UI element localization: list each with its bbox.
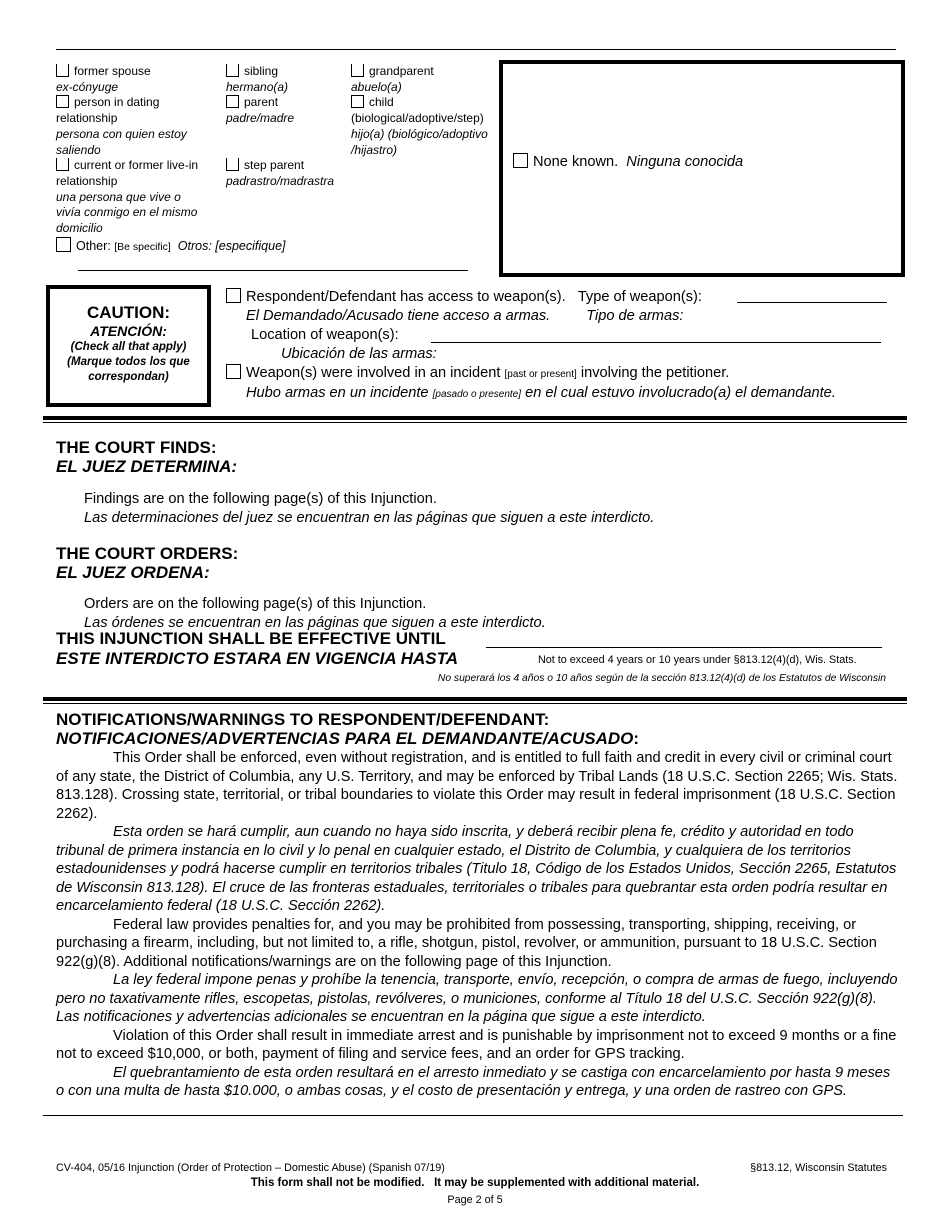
court-orders-text-es: Las órdenes se encuentran en las páginas que siguen a este interdicto.	[84, 615, 546, 631]
section-rule-2b	[43, 703, 907, 704]
checkbox-other[interactable]	[56, 237, 71, 252]
checkbox-grandparent[interactable]	[351, 64, 364, 77]
caution-check-all-es-2: correspondan)	[88, 371, 169, 383]
footer-notice: This form shall not be modified. It may be supplemented with additional material.	[250, 1177, 700, 1189]
notification-p1-es: Esta orden se hará cumplir, aun cuando no haya sido inscrita, y deberá recibir plena fe, crédito y autoridad en todo tribunal de primera instancia en lo civil y lo penal en cualquier estado, el Distrito de Columbia, y cualquiera de los territorios estadounidenses y podrá hacerse cumplir en territorios tribales (Titulo 18, Código de los Estados Unidos, Sección 2265, Estatutos de Wisconsin 813.128). El cruce de las fronteras estaduales, territoriales o tribales para quebrantar esta orden podría resultar en encarcelamiento federal (18 U.S.C. Sección 2262).	[56, 824, 897, 914]
checkbox-step-parent[interactable]	[226, 158, 239, 171]
notification-p2-es: La ley federal impone penas y prohíbe la tenencia, transporte, envío, recepción, o compra de armas de fuego, incluyendo pero no taxativamente rifles, escopetas, pistolas, revólveres, o municiones, conforme al Título 18 del U.S.C. Sección 922(g)(8). Las notificaciones y advertencias adicionales se encuentran en la página que sigue a este interdicto.	[56, 972, 898, 1025]
court-finds-heading-es: EL JUEZ DETERMINA:	[56, 457, 238, 476]
notifications-body	[56, 749, 898, 1101]
effective-note: Not to exceed 4 years or 10 years under §813.12(4)(d), Wis. Stats.	[538, 654, 857, 666]
former-spouse-es: ex-cónyuge	[56, 79, 119, 94]
section-rule-2	[43, 697, 907, 701]
checkbox-parent[interactable]	[226, 95, 239, 108]
location-es: Ubicación de las armas:	[281, 346, 437, 362]
checkbox-incident[interactable]	[226, 364, 241, 379]
option-other[interactable]: Other: [Be specific] Otros: [especifique]	[56, 237, 286, 256]
footer-statute: §813.12, Wisconsin Statutes	[750, 1162, 887, 1174]
court-orders-heading-es: EL JUEZ ORDENA:	[56, 563, 210, 582]
caution-title: CAUTION:	[86, 303, 171, 322]
option-child[interactable]: child	[351, 95, 488, 111]
child-detail: (biological/adoptive/step)	[351, 111, 484, 126]
parent-es: padre/madre	[226, 111, 295, 126]
bottom-rule	[43, 1115, 903, 1116]
option-incident[interactable]: Weapon(s) were involved in an incident [past or present] involving the petitioner.	[226, 364, 836, 384]
caution-box	[46, 285, 211, 407]
option-none-known[interactable]: None known. Ninguna conocida	[513, 153, 743, 170]
caution-title-es: ATENCIÓN:	[90, 323, 167, 339]
child-es-1: hijo(a) (biológico/adoptivo	[351, 126, 488, 141]
checkbox-weapons-access[interactable]	[226, 288, 241, 303]
option-sibling[interactable]: sibling	[226, 64, 334, 80]
dating-es-2: saliendo	[56, 142, 101, 157]
livein-line-2: relationship	[56, 173, 118, 188]
checkbox-livein[interactable]	[56, 158, 69, 171]
footer-page-number: Page 2 of 5	[447, 1194, 503, 1206]
caution-check-all-es-1: (Marque todos los que	[67, 356, 190, 368]
checkbox-former-spouse[interactable]	[56, 64, 69, 77]
weapons-access-es: El Demandado/Acusado tiene acceso a armas.	[246, 308, 551, 324]
caution-divider-v	[209, 285, 211, 407]
option-dating[interactable]: person in dating	[56, 95, 286, 111]
section-rule-1	[43, 416, 907, 420]
effective-heading-es: ESTE INTERDICTO ESTARA EN VIGENCIA HASTA	[56, 649, 459, 668]
court-finds-heading: THE COURT FINDS: EL JUEZ DETERMINA:	[56, 438, 238, 476]
effective-note-es: No superará los 4 años o 10 años según de la sección 813.12(4)(d) de los Estatutos de Wisconsin	[437, 673, 886, 684]
livein-es-2: vivía conmigo en el mismo	[56, 205, 198, 220]
option-parent[interactable]: parent	[226, 95, 334, 111]
sibling-es: hermano(a)	[226, 79, 289, 94]
option-livein[interactable]: current or former live-in	[56, 158, 286, 174]
court-finds-text-es: Las determinaciones del juez se encuentran en las páginas que siguen a este interdicto.	[84, 510, 655, 526]
effective-date-line[interactable]	[486, 647, 882, 648]
child-es-2: /hijastro)	[351, 142, 398, 157]
notification-p3: Violation of this Order shall result in immediate arrest and is punishable by imprisonment not to exceed 9 months or a fine not to exceed $10,000, or both, payment of filing and service fees, and an order for GPS tracking.	[56, 1027, 897, 1062]
option-former-spouse[interactable]: former spouse	[56, 64, 286, 80]
livein-es-1: una persona que vive o	[56, 189, 181, 204]
notification-p3-es: El quebrantamiento de esta orden resultará en el arresto inmediato y se castiga con encarcelamiento por hasta 9 meses o con una multa de hasta $10.000, o ambas cosas, y el costo de presentación y entrega, y una orden de rastreo con GPS.	[56, 1064, 891, 1099]
checkbox-sibling[interactable]	[226, 64, 239, 77]
step-parent-es: padrastro/madrastra	[226, 173, 335, 188]
footer-form-id: CV-404, 05/16 Injunction (Order of Protection – Domestic Abuse) (Spanish 07/19)	[56, 1162, 445, 1174]
other-specify-line[interactable]	[78, 270, 468, 271]
court-orders-text: Orders are on the following page(s) of this Injunction. Las órdenes se encuentran en las páginas que siguen a este interdicto.	[84, 596, 546, 631]
caution-check-all: (Check all that apply)	[70, 341, 187, 353]
location-line[interactable]	[431, 342, 881, 343]
option-grandparent[interactable]: grandparent	[351, 64, 488, 80]
location-label: Location of weapon(s):	[251, 327, 399, 343]
relationship-col-2	[226, 64, 334, 189]
grandparent-es: abuelo(a)	[351, 79, 402, 94]
top-rule	[56, 49, 896, 50]
court-orders-heading: THE COURT ORDERS: EL JUEZ ORDENA:	[56, 544, 239, 582]
checkbox-child[interactable]	[351, 95, 364, 108]
effective-heading: THIS INJUNCTION SHALL BE EFFECTIVE UNTIL ESTE INTERDICTO ESTARA EN VIGENCIA HASTA	[56, 629, 459, 668]
checkbox-none-known[interactable]	[513, 153, 528, 168]
livein-es-3: domicilio	[56, 221, 103, 236]
notification-p1: This Order shall be enforced, even without registration, and is entitled to full faith and credit in every civil or criminal court of any state, the District of Columbia, any U.S. Territory, and may be enforced by Tribal Lands (18 U.S.C. Section 2265; Wis. Stats. 813.128). Crossing state, territorial, or tribal boundaries to violate this Order may result in federal imprisonment (18 U.S.C. Section 2262).	[56, 750, 898, 822]
dating-es-1: persona con quien estoy	[56, 126, 187, 141]
notifications-heading: NOTIFICATIONS/WARNINGS TO RESPONDENT/DEFENDANT: NOTIFICACIONES/ADVERTENCIAS PARA EL DEMANDANTE/ACUSADO:	[56, 710, 640, 748]
option-step-parent[interactable]: step parent	[226, 158, 334, 174]
none-known-box	[499, 60, 905, 277]
notifications-heading-es: NOTIFICACIONES/ADVERTENCIAS PARA EL DEMANDANTE/ACUSADO	[56, 729, 634, 748]
checkbox-dating[interactable]	[56, 95, 69, 108]
weapons-section: Respondent/Defendant has access to weapon(s). Type of weapon(s): El Demandado/Acusado tiene acceso a armas. Tipo de armas: Location of weapon(s): Ubicación de las armas: Weapon(s) were involved in an incident [past or present] involving the petitioner. Hubo armas en un incidente [pasado o presente] en el cual estuvo involucrado(a) el demandante.	[226, 288, 836, 404]
notification-p2: Federal law provides penalties for, and you may be prohibited from possessing, transporting, shipping, receiving, or purchasing a firearm, including, but not limited to, a rifle, shotgun, pistol, revolver, or ammunition, pursuant to 18 U.S.C. Section 922(g)(8). Additional notifications/warnings are on the following page of this Injunction.	[56, 916, 877, 970]
section-rule-1b	[43, 422, 907, 423]
type-of-weapons-es: Tipo de armas:	[586, 308, 684, 324]
court-finds-text: Findings are on the following page(s) of this Injunction. Las determinaciones del juez se encuentran en las páginas que siguen a este interdicto.	[84, 491, 655, 526]
dating-line-2: relationship	[56, 111, 118, 126]
type-of-weapons-line[interactable]	[737, 302, 887, 303]
option-weapons-access[interactable]: Respondent/Defendant has access to weapon(s). Type of weapon(s):	[226, 288, 836, 307]
relationship-col-3	[351, 64, 488, 158]
